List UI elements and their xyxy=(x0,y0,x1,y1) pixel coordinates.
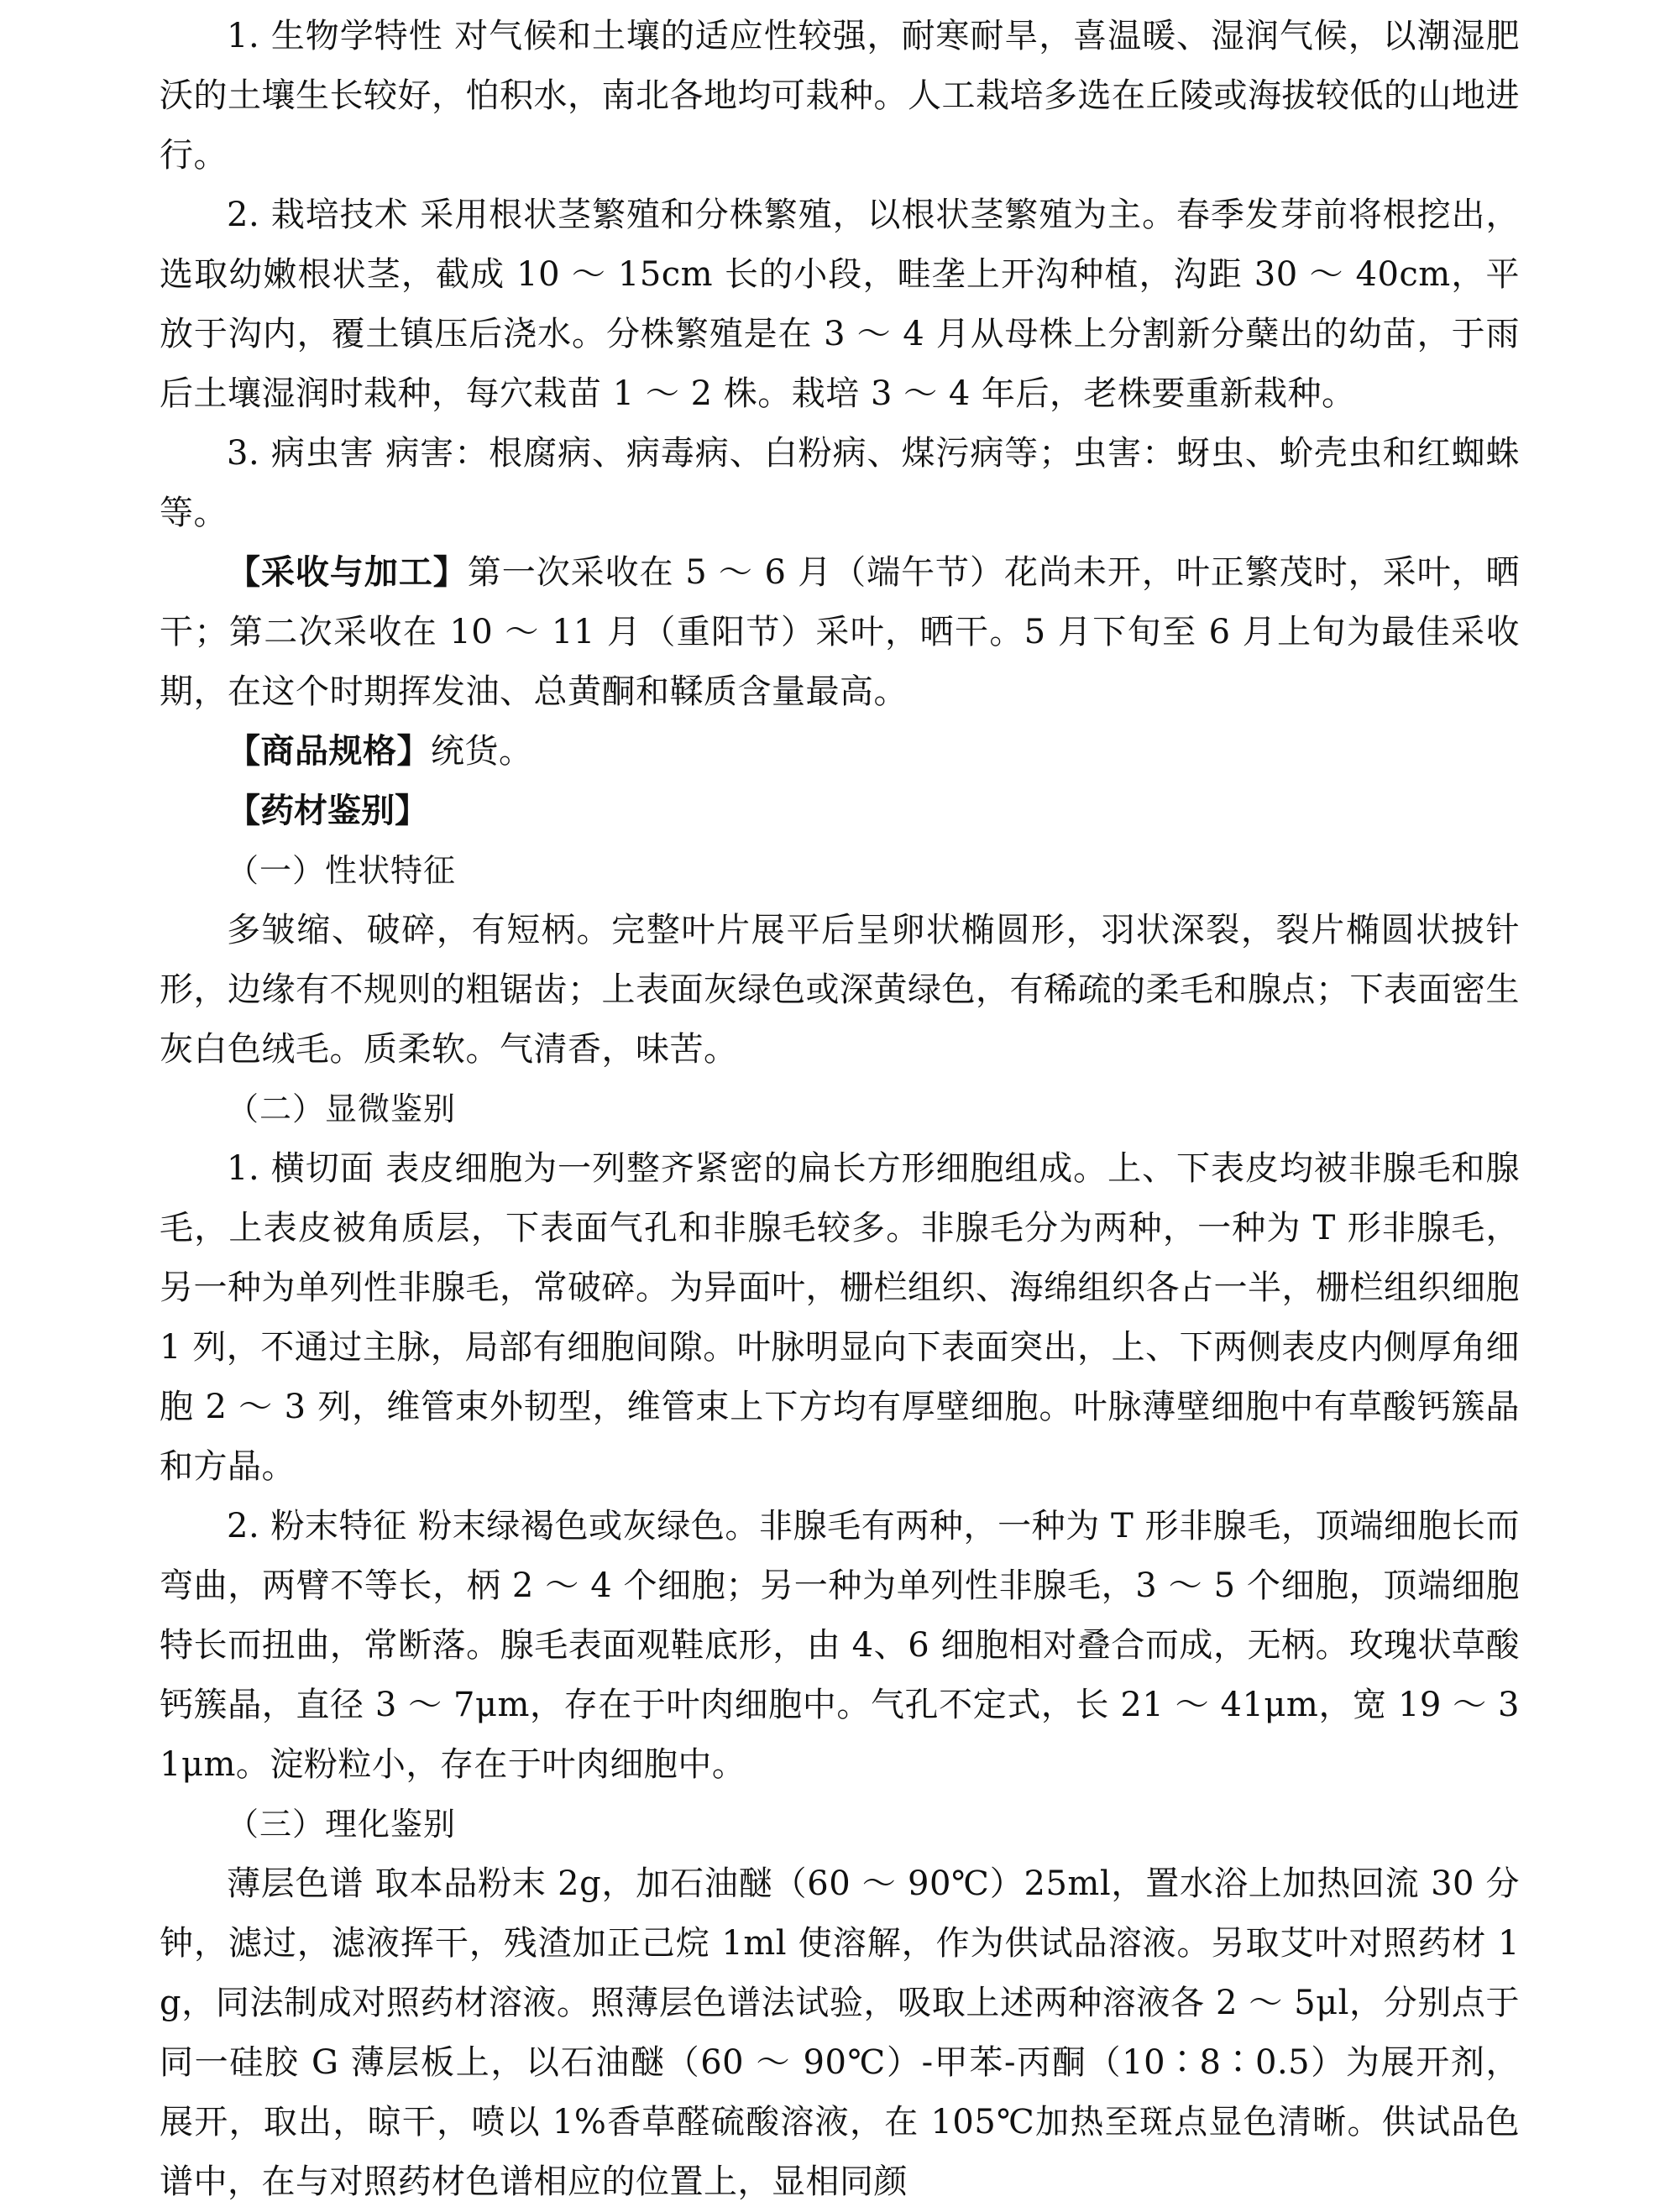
identification-heading: 【药材鉴别】 xyxy=(227,792,428,830)
paragraph-tlc: 薄层色谱 取本品粉末 2g，加石油醚（60 ～ 90℃）25ml，置水浴上加热回流 30 分钟，滤过，滤液挥干，残渣加正己烷 1ml 使溶解，作为供试品溶液。另取艾叶对照药材 1g，同法制成对照药材溶液。照薄层色谱法试验，吸取上述两种溶液各 2 ～ 5μl，分别点于同一硅胶 G 薄层板上，以石油醚（60 ～ 90℃）-甲苯-丙酮（10∶8∶0.5）为展开剂，展开，取出，晾干，喷以 1%香草醛硫酸溶液，在 105℃加热至斑点显色清晰。供试品色谱中，在与对照药材色谱相应的位置上，显相同颜 xyxy=(160,1864,1520,2201)
document-page xyxy=(160,7,1520,2212)
paragraph-cultivation: 2. 栽培技术 采用根状茎繁殖和分株繁殖，以根状茎繁殖为主。春季发芽前将根挖出，选取幼嫩根状茎，截成 10 ～ 15cm 长的小段，畦垄上开沟种植，沟距 30 ～ 40cm，平放于沟内，覆土镇压后浇水。分株繁殖是在 3 ～ 4 月从母株上分割新分蘖出的幼苗，于雨后土壤湿润时栽种，每穴栽苗 1 ～ 2 株。栽培 3 ～ 4 年后，老株要重新栽种。 xyxy=(160,196,1520,413)
subheading-character: （一）性状特征 xyxy=(227,852,457,889)
harvest-text: 第一次采收在 5 ～ 6 月（端午节）花尚未开，叶正繁茂时，采叶，晒干；第二次采收在 10 ～ 11 月（重阳节）采叶，晒干。5 月下旬至 6 月上旬为最佳采收期，在这个时期挥发油、总黄酮和鞣质含量最高。 xyxy=(160,553,1521,711)
paragraph-cross-section: 1. 横切面 表皮细胞为一列整齐紧密的扁长方形细胞组成。上、下表皮均被非腺毛和腺毛，上表皮被角质层，下表面气孔和非腺毛较多。非腺毛分为两种，一种为 T 形非腺毛，另一种为单列性非腺毛，常破碎。为异面叶，栅栏组织、海绵组织各占一半，栅栏组织细胞 1 列，不通过主脉，局部有细胞间隙。叶脉明显向下表面突出，上、下两侧表皮内侧厚角细胞 2 ～ 3 列，维管束外韧型，维管束上下方均有厚壁细胞。叶脉薄壁细胞中有草酸钙簇晶和方晶。 xyxy=(160,1149,1520,1486)
spec-label: 【商品规格】 xyxy=(227,732,431,771)
paragraph-biology: 1. 生物学特性 对气候和土壤的适应性较强，耐寒耐旱，喜温暖、湿润气候，以潮湿肥沃的土壤生长较好，怕积水，南北各地均可栽种。人工栽培多选在丘陵或海拔较低的山地进行。 xyxy=(160,17,1520,175)
spec-text: 统货。 xyxy=(431,732,533,771)
subheading-microscopy: （二）显微鉴别 xyxy=(227,1090,457,1127)
subheading-physicochemical: （三）理化鉴别 xyxy=(227,1806,457,1843)
paragraph-powder: 2. 粉末特征 粉末绿褐色或灰绿色。非腺毛有两种，一种为 T 形非腺毛，顶端细胞长而弯曲，两臂不等长，柄 2 ～ 4 个细胞；另一种为单列性非腺毛，3 ～ 5 个细胞，顶端细胞特长而扭曲，常断落。腺毛表面观鞋底形，由 4、6 细胞相对叠合而成，无柄。玫瑰状草酸钙簇晶，直径 3 ～ 7μm，存在于叶肉细胞中。气孔不定式，长 21 ～ 41μm，宽 19 ～ 31μm。淀粉粒小，存在于叶肉细胞中。 xyxy=(160,1507,1520,1784)
harvest-label: 【采收与加工】 xyxy=(227,553,468,592)
paragraph-harvest xyxy=(160,543,1520,722)
paragraph-pests: 3. 病虫害 病害：根腐病、病毒病、白粉病、煤污病等；虫害：蚜虫、蚧壳虫和红蜘蛛等。 xyxy=(160,434,1520,532)
paragraph-character: 多皱缩、破碎，有短柄。完整叶片展平后呈卵状椭圆形，羽状深裂，裂片椭圆状披针形，边缘有不规则的粗锯齿；上表面灰绿色或深黄绿色，有稀疏的柔毛和腺点；下表面密生灰白色绒毛。质柔软。气清香，味苦。 xyxy=(160,911,1520,1069)
paragraph-spec xyxy=(160,722,1520,782)
